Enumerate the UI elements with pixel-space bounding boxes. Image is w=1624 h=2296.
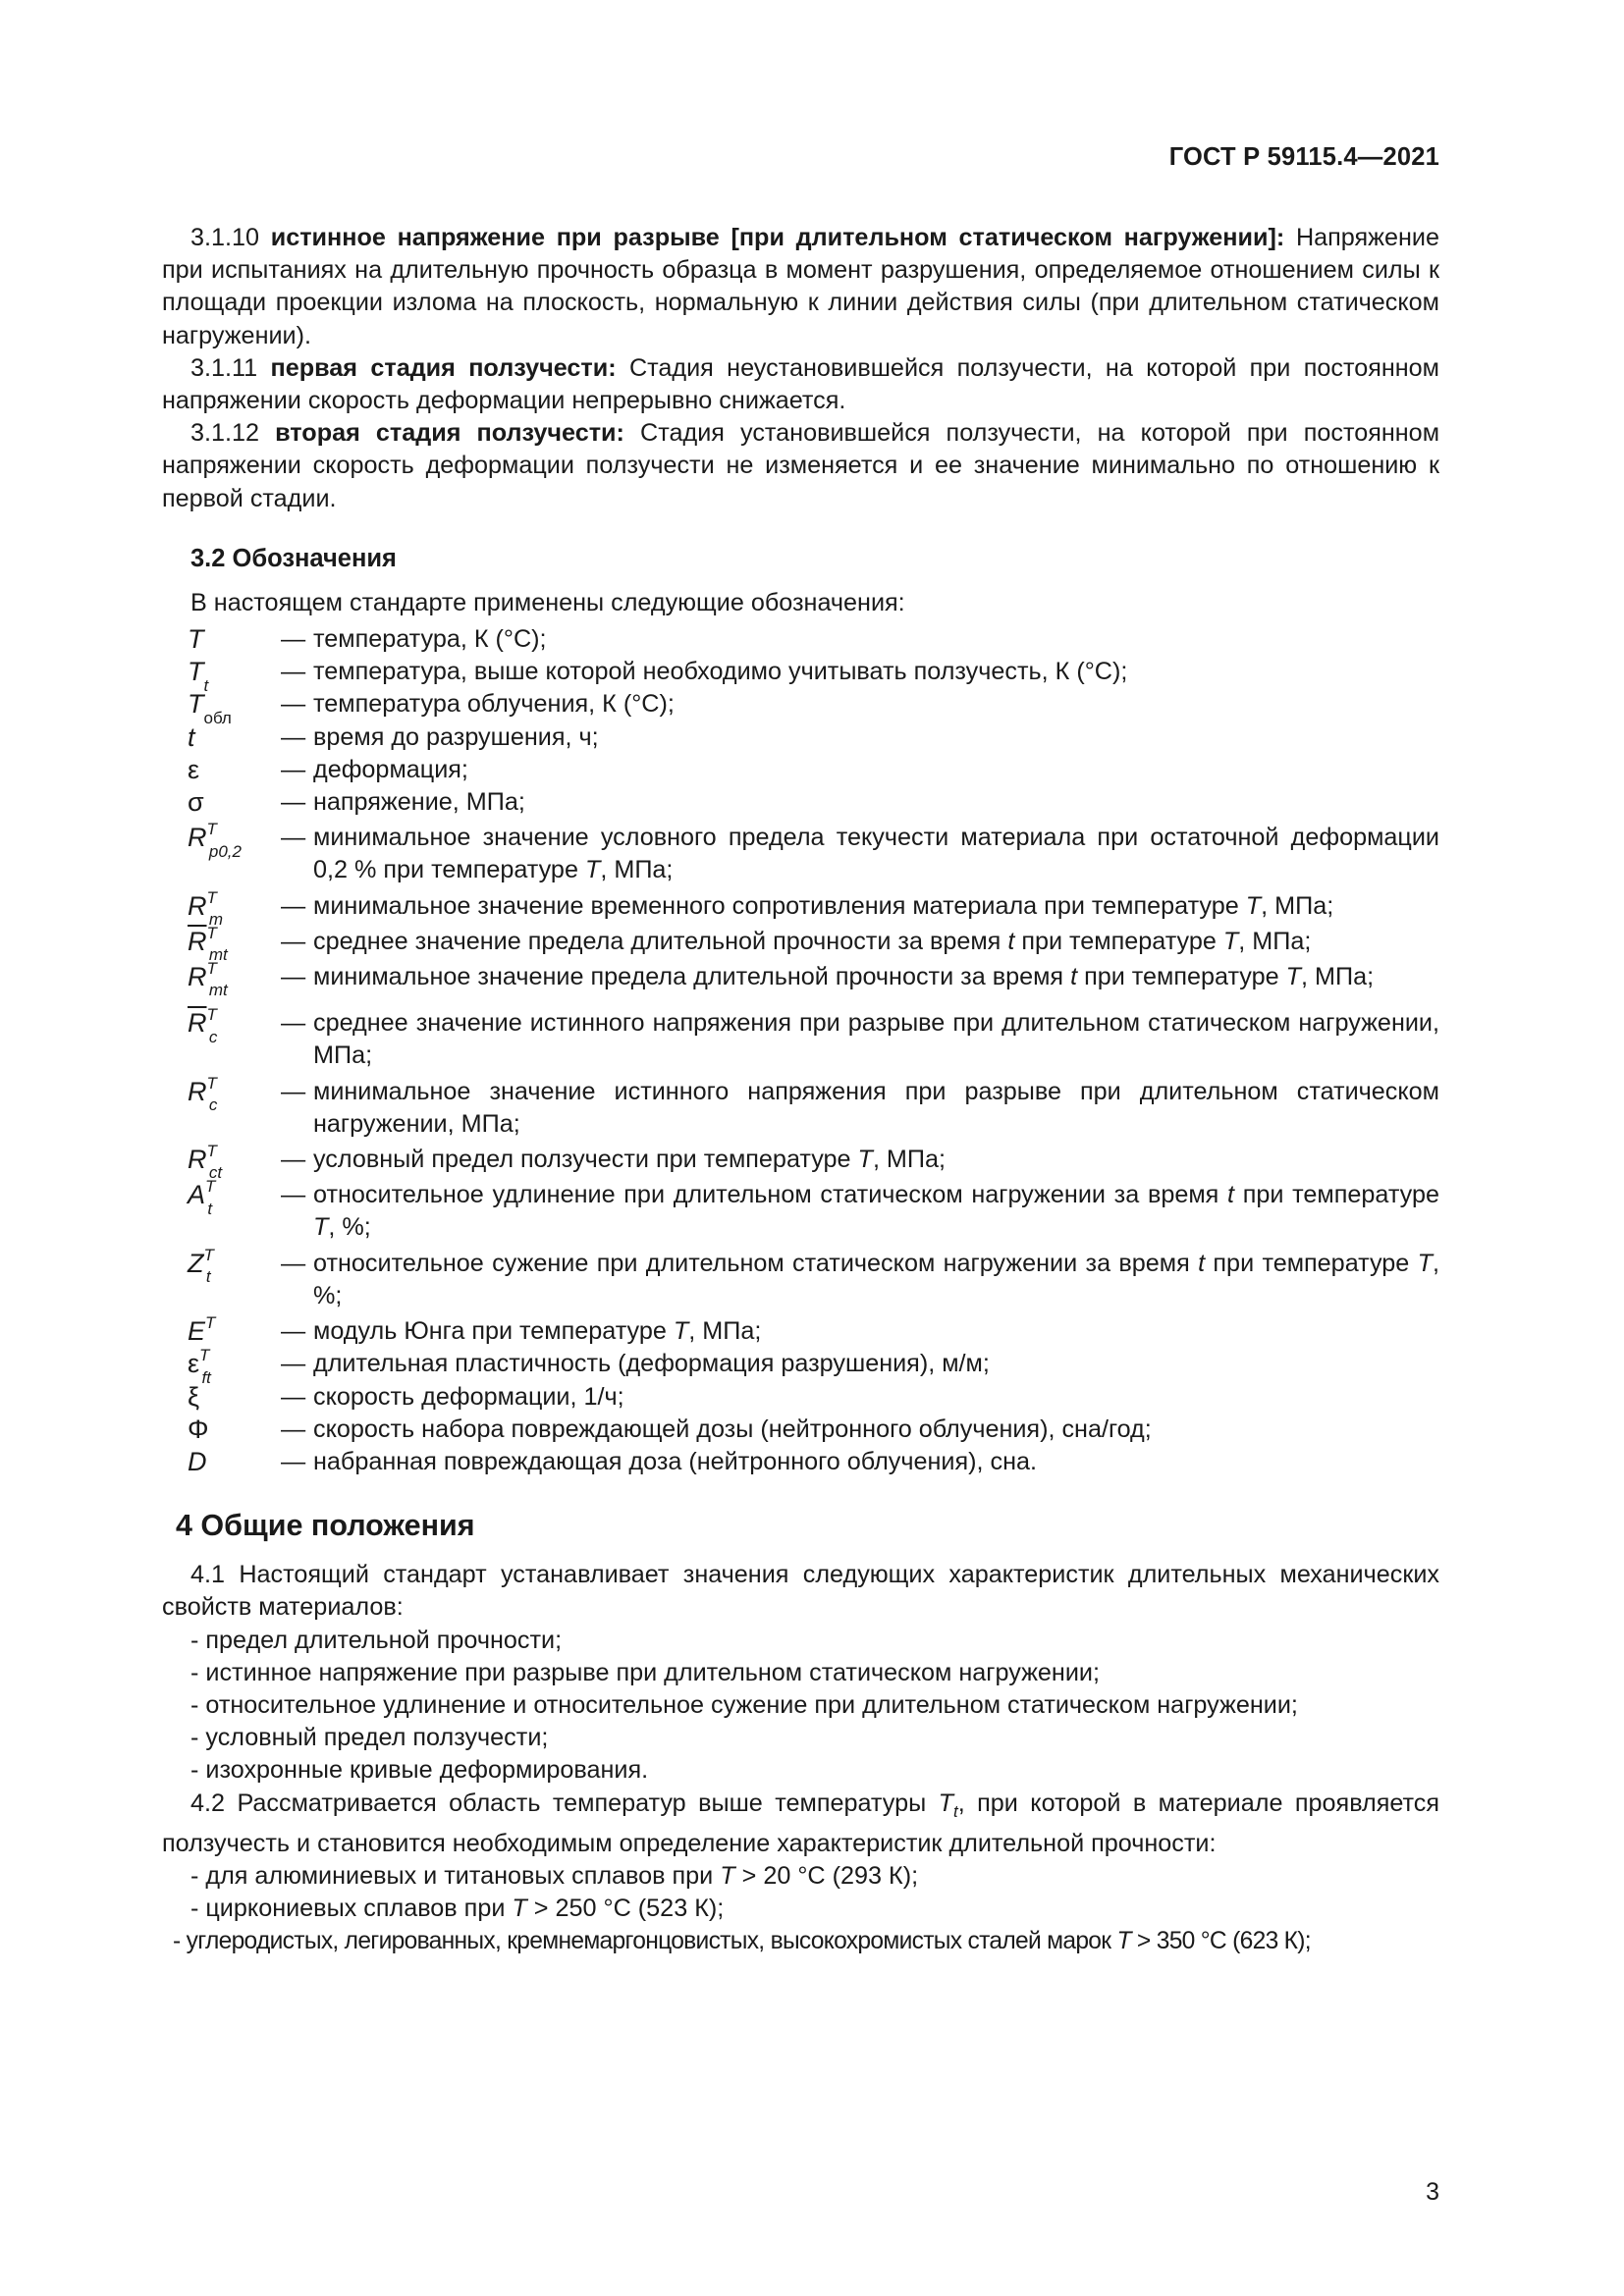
dash: —	[281, 722, 306, 751]
symbol-description: температура, К (°С);	[313, 625, 547, 654]
list-item: - углеродистых, легированных, кремнемаргонцовистых, высокохромистых сталей марок T > 350 °С (623 К);	[173, 1928, 1311, 1955]
symbol-row	[162, 1179, 1439, 1244]
symbol-description: минимальное значение предела длительной прочности за время t при температуре T, МПа;	[313, 963, 1375, 991]
dash: —	[281, 1415, 306, 1443]
dash: —	[281, 927, 306, 955]
symbol: $R^T_{mt}$	[188, 959, 228, 1000]
symbol-row	[162, 1315, 1439, 1348]
list-item: - условный предел ползучести;	[190, 1724, 549, 1752]
symbol: $E^T$	[188, 1313, 216, 1347]
symbol-description: минимальное значение условного предела текучести материала при остаточной деформации 0,2 % при температуре T, МПа;	[313, 824, 1439, 884]
symbol: $\overline{R}^T_{mt}$	[188, 923, 228, 965]
symbol-row	[162, 1446, 1439, 1478]
symbol-description: условный предел ползучести при температуре T, МПа;	[313, 1146, 947, 1174]
symbol: ξ	[188, 1381, 200, 1412]
symbol-row	[162, 786, 1439, 819]
dash: —	[281, 1350, 306, 1378]
symbol: T	[188, 624, 204, 655]
definition-number: 3.1.12	[190, 419, 260, 448]
symbols-intro: В настоящем стандарте применены следующие обозначения:	[190, 588, 905, 616]
definition-text: Стадия установившейся ползучести, на которой при постоянном напряжении скорость деформации ползучести не изменяется и ее значение минимально по отношению к первой стадии.	[162, 419, 1440, 512]
dash: —	[281, 1077, 306, 1105]
symbols-list	[162, 623, 1439, 1478]
symbol-description: напряжение, МПа;	[313, 788, 525, 817]
definition-text: Напряжение при испытаниях на длительную прочность образца в момент разрушения, определяемое отношением силы к площади проекции излома на плоскость, нормальную к линии действия силы (при длительном статическом нагружении).	[162, 224, 1439, 349]
dash: —	[281, 625, 306, 654]
symbol: $T_{обл}$	[188, 689, 232, 727]
dash: —	[281, 963, 306, 991]
symbol-row	[162, 887, 1439, 930]
definition-term: вторая стадия ползучести:	[275, 419, 624, 448]
symbol-description: температура облучения, К (°С);	[313, 690, 675, 719]
dash: —	[281, 1009, 306, 1038]
symbol-description: набранная повреждающая доза (нейтронного облучения), сна.	[313, 1447, 1038, 1475]
symbol-row	[162, 959, 1439, 1000]
symbol: $R^T_{p0,2}$	[188, 820, 242, 861]
symbol: $\overline{R}^T_c$	[188, 1005, 218, 1046]
dash: —	[281, 788, 306, 817]
symbol-row	[162, 656, 1439, 695]
symbol-row	[162, 923, 1439, 965]
symbol: σ	[188, 787, 204, 818]
symbol: $T_t$	[188, 657, 209, 695]
page-content	[162, 222, 1439, 1958]
symbol-description: длительная пластичность (деформация разрушения), м/м;	[313, 1350, 990, 1378]
symbol-row	[162, 822, 1439, 886]
symbol: $A^T_t$	[188, 1177, 216, 1218]
symbol: $R^T_m$	[188, 887, 224, 930]
symbol-row	[162, 1073, 1439, 1141]
definition-3-1-11	[162, 352, 1439, 417]
symbol-row	[162, 1007, 1439, 1072]
symbol: $R^T_{ct}$	[188, 1142, 223, 1183]
definition-term: истинное напряжение при разрыве [при длительном статическом нагружении]:	[270, 224, 1285, 251]
symbol-row	[162, 721, 1439, 754]
symbol-description: температура, выше которой необходимо учитывать ползучесть, К (°С);	[313, 658, 1128, 686]
dash: —	[281, 1249, 306, 1277]
symbol-row	[162, 1346, 1439, 1387]
list-item: - циркониевых сплавов при T > 250 °С (523 К);	[190, 1895, 725, 1923]
dash: —	[281, 1317, 306, 1346]
list-item: - относительное удлинение и относительное сужение при длительном статическом нагружении;	[190, 1690, 1298, 1719]
dash: —	[281, 891, 306, 920]
list-item: - истинное напряжение при разрыве при длительном статическом нагружении;	[190, 1658, 1100, 1686]
symbol: $Z^T_t$	[188, 1245, 214, 1287]
definition-number: 3.1.10	[190, 224, 260, 251]
list-item: - для алюминиевых и титановых сплавов при T > 20 °С (293 К);	[190, 1861, 919, 1890]
paragraph-4-2: 4.2 Рассматривается область температур выше температуры $T_t$, при которой в материале проявляется ползучесть и становится необходимым определение характеристик длительной прочности:	[162, 1789, 1439, 1857]
definition-3-1-10	[162, 222, 1439, 352]
document-code-header: ГОСТ Р 59115.4—2021	[1168, 143, 1439, 171]
symbol-description: относительное удлинение при длительном статическом нагружении за время t при температуре T, %;	[313, 1181, 1439, 1242]
symbol-row	[162, 754, 1439, 786]
paragraph-4-1: 4.1 Настоящий стандарт устанавливает значения следующих характеристик длительных механических свойств материалов:	[162, 1561, 1439, 1622]
symbol: $\varepsilon^T_{ft}$	[188, 1346, 211, 1387]
symbol-description: скорость набора повреждающей дозы (нейтронного облучения), сна/год;	[313, 1415, 1152, 1443]
symbol-description: среднее значение предела длительной прочности за время t при температуре T, МПа;	[313, 927, 1312, 955]
dash: —	[281, 824, 306, 852]
section-4-title: 4 Общие положения	[176, 1509, 475, 1543]
dash: —	[281, 1181, 306, 1209]
list-item: - изохронные кривые деформирования.	[190, 1756, 649, 1785]
symbol: ε	[188, 754, 200, 784]
definition-text: Стадия неустановившейся ползучести, на которой при постоянном напряжении скорость деформации непрерывно снижается.	[162, 353, 1439, 415]
dash: —	[281, 755, 306, 783]
symbol-row	[162, 1381, 1439, 1414]
definition-term: первая стадия ползучести:	[270, 353, 617, 382]
symbol-description: модуль Юнга при температуре T, МПа;	[313, 1317, 762, 1346]
symbol: Φ	[188, 1414, 209, 1444]
symbol-description: деформация;	[313, 755, 468, 783]
symbol-description: относительное сужение при длительном статическом нагружении за время t при температуре T, %;	[313, 1249, 1440, 1309]
dash: —	[281, 1447, 306, 1475]
symbol-row	[162, 688, 1439, 727]
symbol-row	[162, 1414, 1439, 1446]
symbol: t	[188, 721, 195, 752]
symbol-row	[162, 623, 1439, 656]
symbol-description: среднее значение истинного напряжения при разрыве при длительном статическом нагружении, МПа;	[313, 1009, 1439, 1070]
dash: —	[281, 690, 306, 719]
symbol: D	[188, 1446, 207, 1476]
symbol-description: минимальное значение временного сопротивления материала при температуре T, МПа;	[313, 891, 1334, 920]
dash: —	[281, 658, 306, 686]
section-3-2-title: 3.2 Обозначения	[190, 544, 397, 572]
symbol-description: минимальное значение истинного напряжения при разрыве при длительном статическом нагружении, МПа;	[313, 1077, 1439, 1138]
symbol-row	[162, 1245, 1440, 1312]
page-number: 3	[1426, 2178, 1439, 2206]
symbol-description: время до разрушения, ч;	[313, 722, 599, 751]
symbol: $R^T_c$	[188, 1073, 218, 1115]
definition-3-1-12	[162, 417, 1439, 515]
dash: —	[281, 1146, 306, 1174]
list-item: - предел длительной прочности;	[190, 1626, 563, 1654]
symbol-row	[162, 1142, 1439, 1183]
definition-number: 3.1.11	[190, 353, 258, 382]
symbol-description: скорость деформации, 1/ч;	[313, 1382, 624, 1411]
dash: —	[281, 1382, 306, 1411]
